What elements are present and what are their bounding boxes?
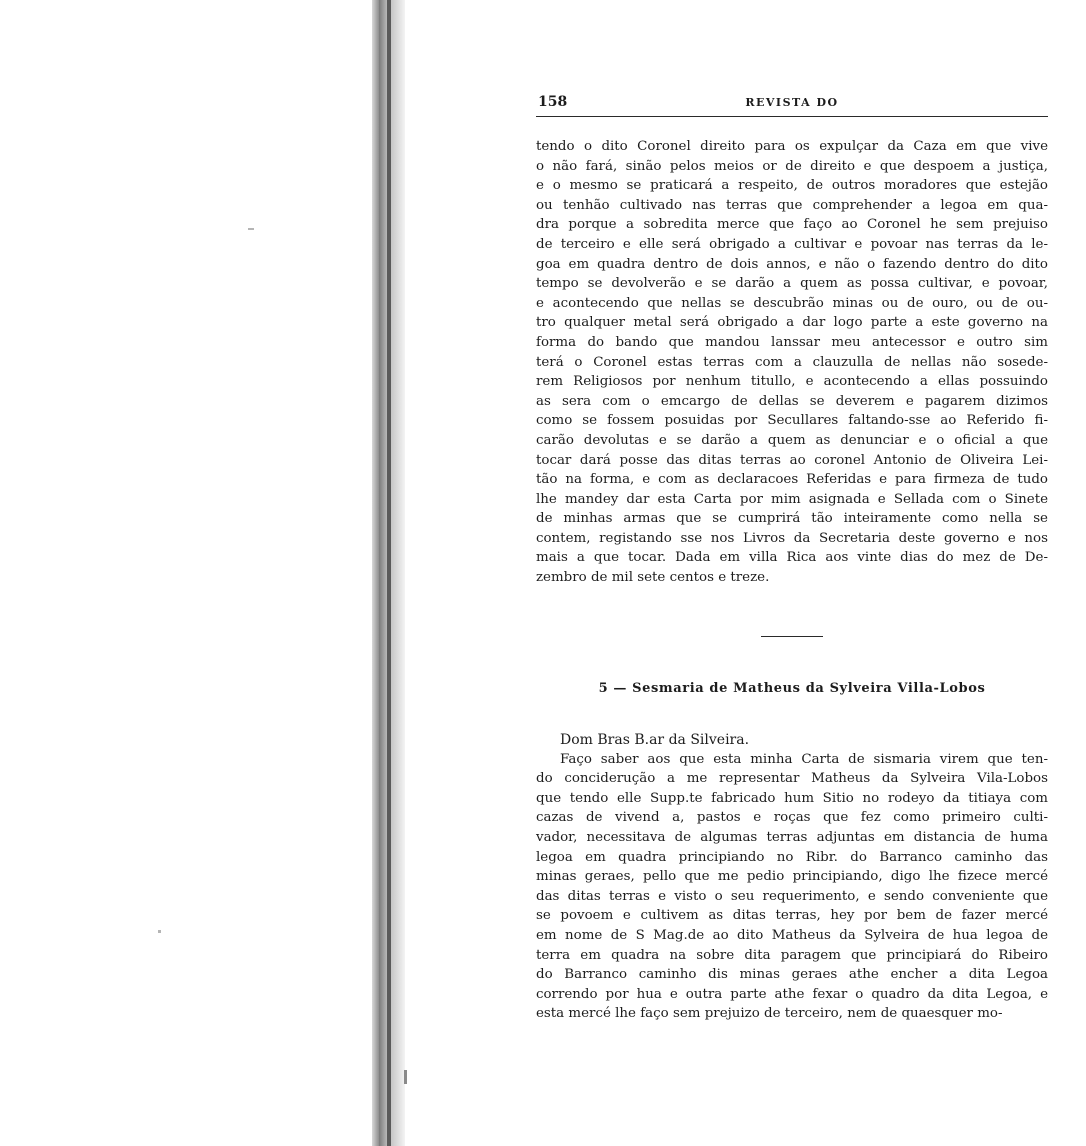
text-line: tempo se devolverão e se darão a quem as possa cultivar, e povoar, — [536, 276, 1048, 292]
text-line: mais a que tocar. Dada em villa Rica aos vinte dias do mez de De- — [536, 550, 1048, 566]
text-line: e acontecendo que nellas se descubrão minas ou de ouro, ou de ou- — [536, 295, 1048, 311]
text-line: minas geraes, pello que me pedio principiando, digo lhe fizece mercé — [536, 869, 1048, 885]
text-line: terra em quadra na sobre dita paragem que principiará do Ribeiro — [536, 947, 1048, 963]
section-divider — [761, 636, 823, 637]
text-line: esta mercé lhe faço sem prejuizo de terceiro, nem de quaesquer mo- — [536, 1006, 1003, 1022]
text-line: terá o Coronel estas terras com a clauzulla de nellas não sosede- — [536, 354, 1048, 370]
page-header — [536, 92, 1048, 117]
page-number: 158 — [538, 94, 568, 110]
text-line: legoa em quadra principiando no Ribr. do Barranco caminho das — [536, 849, 1048, 865]
text-line: como se fossem posuidas por Secullares faltando-sse ao Referido fi- — [536, 413, 1048, 429]
text-line: e o mesmo se praticará a respeito, de outros moradores que estejão — [536, 178, 1048, 194]
paragraph-continued — [536, 137, 1048, 588]
book-gutter — [372, 0, 408, 1146]
text-line: o não fará, sinão pelos meios or de direito e que despoem a justiça, — [536, 158, 1048, 174]
text-line: forma do bando que mandou lanssar meu antecessor e outro sim — [536, 334, 1048, 350]
text-line: tão na forma, e com as declaracoes Referidas e para firmeza de tudo — [536, 472, 1048, 488]
scan-speck — [158, 930, 161, 933]
text-line: correndo por hua e outra parte athe fexar o quadro da dita Legoa, e — [536, 986, 1048, 1002]
scan-speck — [248, 228, 254, 230]
scan-speck — [404, 1070, 407, 1084]
text-line: carão devolutas e se darão a quem as denunciar e o oficial a que — [536, 432, 1048, 448]
running-head: REVISTA DO — [745, 96, 839, 109]
text-line: lhe mandey dar esta Carta por mim asignada e Sellada com o Sinete — [536, 491, 1048, 507]
text-line: vador, necessitava de algumas terras adjuntas em distancia de huma — [536, 830, 1048, 846]
text-line: contem, registando sse nos Livros da Secretaria deste governo e nos — [536, 530, 1048, 546]
text-line: de terceiro e elle será obrigado a cultivar e povoar nas terras da le- — [536, 236, 1048, 252]
text-line: tocar dará posse das ditas terras ao coronel Antonio de Oliveira Lei- — [536, 452, 1048, 468]
text-line: tendo o dito Coronel direito para os expulçar da Caza em que vive — [536, 139, 1048, 154]
text-line: Faço saber aos que esta minha Carta de sismaria virem que ten- — [560, 751, 1048, 767]
greeting-line: Dom Bras B.ar da Silveira. — [560, 731, 750, 748]
text-line: se povoem e cultivem as ditas terras, hey por bem de fazer mercé — [536, 908, 1048, 924]
text-line: em nome de S Mag.de ao dito Matheus da Sylveira de hua legoa de — [536, 928, 1048, 943]
book-page — [536, 92, 1048, 1024]
text-line: rem Religiosos por nenhum titullo, e acontecendo a ellas possuindo — [536, 374, 1048, 390]
text-line: ou tenhão cultivado nas terras que comprehender a legoa em qua- — [536, 197, 1048, 213]
text-line: de minhas armas que se cumprirá tão inteiramente como nella se — [536, 511, 1048, 527]
text-line: goa em quadra dentro de dois annos, e não o fazendo dentro do dito — [536, 256, 1048, 272]
text-line: cazas de vivend a, pastos e roças que fez como primeiro culti- — [536, 810, 1048, 826]
text-line: do conciderução a me representar Matheus da Sylveira Vila-Lobos — [536, 771, 1048, 787]
text-line: que tendo elle Supp.te fabricado hum Sitio no rodeyo da titiaya com — [536, 790, 1048, 806]
section-title: 5 — Sesmaria de Matheus da Sylveira Villa-Lobos — [598, 680, 986, 696]
text-line: zembro de mil sete centos e treze. — [536, 570, 770, 586]
text-line: do Barranco caminho dis minas geraes athe encher a dita Legoa — [536, 967, 1048, 983]
text-line: dra porque a sobredita merce que faço ao Coronel he sem prejuiso — [536, 217, 1048, 233]
paragraph-sesmaria — [536, 750, 1048, 1024]
text-line: das ditas terras e visto o seu requerimento, e sendo conveniente que — [536, 888, 1048, 904]
text-line: as sera com o emcargo de dellas se deverem e pagarem dizimos — [536, 393, 1048, 409]
text-line: tro qualquer metal será obrigado a dar logo parte a este governo na — [536, 315, 1048, 331]
